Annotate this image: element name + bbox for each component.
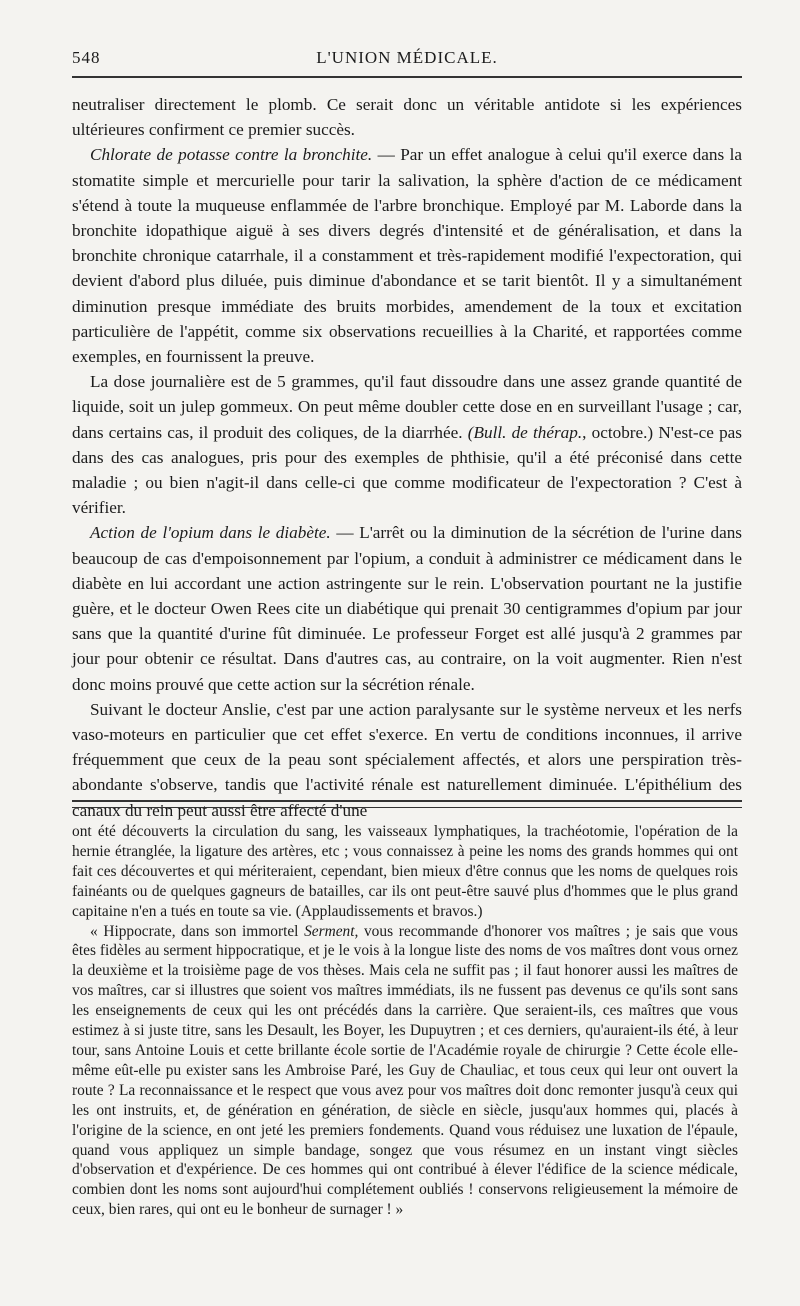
- feuilleton-section: [72, 822, 738, 1220]
- header-rule: [72, 76, 742, 78]
- feuilleton-serment: Serment,: [304, 922, 359, 940]
- feuilleton-separator: [72, 800, 742, 808]
- paragraph-chlorate: [72, 142, 742, 369]
- reference-bull-therap: (Bull. de thérap.: [467, 422, 583, 442]
- paragraph-dose-b: , octobre.) N'est-ce pas dans des cas analogues, pris pour des exemples de phthisie, qu'il a été préconisé dans cette maladie ; ou bien n'agit-il dans celle-ci que comme modificateur de l'expectoration ? C'est à vérifier.: [72, 422, 742, 518]
- paragraph-opium: [72, 520, 742, 696]
- feuilleton-paragraph-hippocrate: [72, 922, 738, 1221]
- page-number: 548: [72, 48, 101, 67]
- paragraph-antidote: neutraliser directement le plomb. Ce serait donc un véritable antidote si les expériences ultérieures confirment ce premier succès.: [72, 95, 742, 140]
- feuilleton-paragraph-discoveries: ont été découverts la circulation du sang, les vaisseaux lymphatiques, la trachéotomie, l'opération de la hernie étranglée, la ligature des artères, etc ; vous connaissez à peine les noms des grands hommes qui ont fait ces découvertes et qui mériteraient, cependant, bien mieux d'être connus que les noms de quelques rois fainéants ou de quelques gagneurs de batailles, car ils ont peut-être sauvé plus d'hommes que le plus grand capitaine n'en a tués en toute sa vie. (Applaudissements et bravos.): [72, 823, 738, 920]
- paragraph-chlorate-body: — Par un effet analogue à celui qu'il exerce dans la stomatite simple et mercurielle pour tarir la salivation, la sphère d'action de ce médicament s'étend à toute la muqueuse enflammée de l'arbre bronchique. Employé par M. Laborde dans la bronchite idopathique aiguë à ses divers degrés d'intensité et de généralisation, et dans la bronchite chronique catarrhale, il a constamment et très-rapidement modifié l'expectoration, qui devient d'abord plus diluée, puis diminue d'abondance et se tarit bientôt. Il y a simultanément diminution presque immédiate des bruits morbides, amendement de la toux et excitation particulière de l'appétit, comme six observations recueillies à la Charité, et rapportées comme exemples, en fournissent la preuve.: [72, 145, 742, 367]
- paragraph-anslie: Suivant le docteur Anslie, c'est par une action paralysante sur le système nerveux et les nerfs vaso-moteurs en particulier que cet effet s'exerce. En vertu de conditions inconnues, il arrive fréquemment que ceux de la peau sont spécialement affectés, et alors une perspiration très-abondante s'observe, tandis que l'activité rénale est naturellement diminuée. L'épithélium des canaux du rein peut aussi être affecté d'une: [72, 699, 742, 820]
- paragraph-dose: [72, 369, 742, 520]
- section-title-opium: Action de l'opium dans le diabète.: [90, 523, 331, 543]
- feuilleton-hippocrate-a: « Hippocrate, dans son immortel: [90, 922, 305, 940]
- feuilleton-hippocrate-b: vous recommande d'honorer vos maîtres ; je sais que vous êtes fidèles au serment hippocratique, et je le vois à la longue liste des noms de vos maîtres dont vous ornez la deuxième et la troisième page de vos thèses. Mais cela ne suffit pas ; il faut honorer aussi les maîtres de vos maîtres, car si illustres que soient vos maîtres immédiats, ils ne fussent pas devenus ce qu'ils sont sans les enseignements de ceux qui les ont précédés dans la carrière. Que seraient-ils, ces maîtres que vous estimez à si juste titre, sans les Desault, les Boyer, les Dupuytren ; et ces derniers, qu'auraient-ils été, à leur tour, sans Antoine Louis et cette brillante école sortie de l'Académie royale de chirurgie ? Cette école elle-même eût-elle pu exister sans les Ambroise Paré, les Guy de Chauliac, et tous ceux qui leur ont ouvert la route ? La reconnaissance et le respect que vous avez pour vos maîtres doit donc remonter jusqu'à ceux qui les ont instruits, et, de génération en génération, de siècle en siècle, jusqu'aux hommes qui, placés à l'origine de la science, en ont jeté les premiers fondements. Quand vous réduisez une luxation de l'épaule, quand vous appliquez un simple bandage, songez que vous résumez en un instant vingt siècles d'observation et d'expérience. De ces hommes qui ont contribué à élever l'édifice de la science médicale, combien dont les noms sont aujourd'hui complétement oubliés ! conservons religieusement la mémoire de ceux, bien rares, qui ont eu le bonheur de surnager ! »: [72, 922, 738, 1219]
- paragraph-dose-a: La dose journalière est de 5 grammes, qu'il faut dissoudre dans une assez grande quantité de liquide, soit un julep gommeux. On peut même doubler cette dose en en surveillant l'usage ; car, dans certains cas, il produit des coliques, de la diarrhée.: [72, 372, 742, 442]
- page-header: [72, 48, 742, 72]
- main-article: [72, 92, 742, 823]
- section-title-chlorate: Chlorate de potasse contre la bronchite.: [90, 145, 373, 165]
- paragraph-opium-body: — L'arrêt ou la diminution de la sécrétion de l'urine dans beaucoup de cas d'empoisonnement par l'opium, a conduit à administrer ce médicament dans le diabète en lui accordant une action astringente sur le rein. L'observation pourtant ne la justifie guère, et le docteur Owen Rees cite un diabétique qui prenait 30 centigrammes d'opium par jour sans que la quantité d'urine fût diminuée. Le professeur Forget est allé jusqu'à 2 grammes par jour pour obtenir ce résultat. Dans d'autres cas, au contraire, on la voit augmenter. Rien n'est donc moins prouvé que cette action sur la sécrétion rénale.: [72, 523, 742, 694]
- running-title: L'UNION MÉDICALE.: [316, 48, 498, 67]
